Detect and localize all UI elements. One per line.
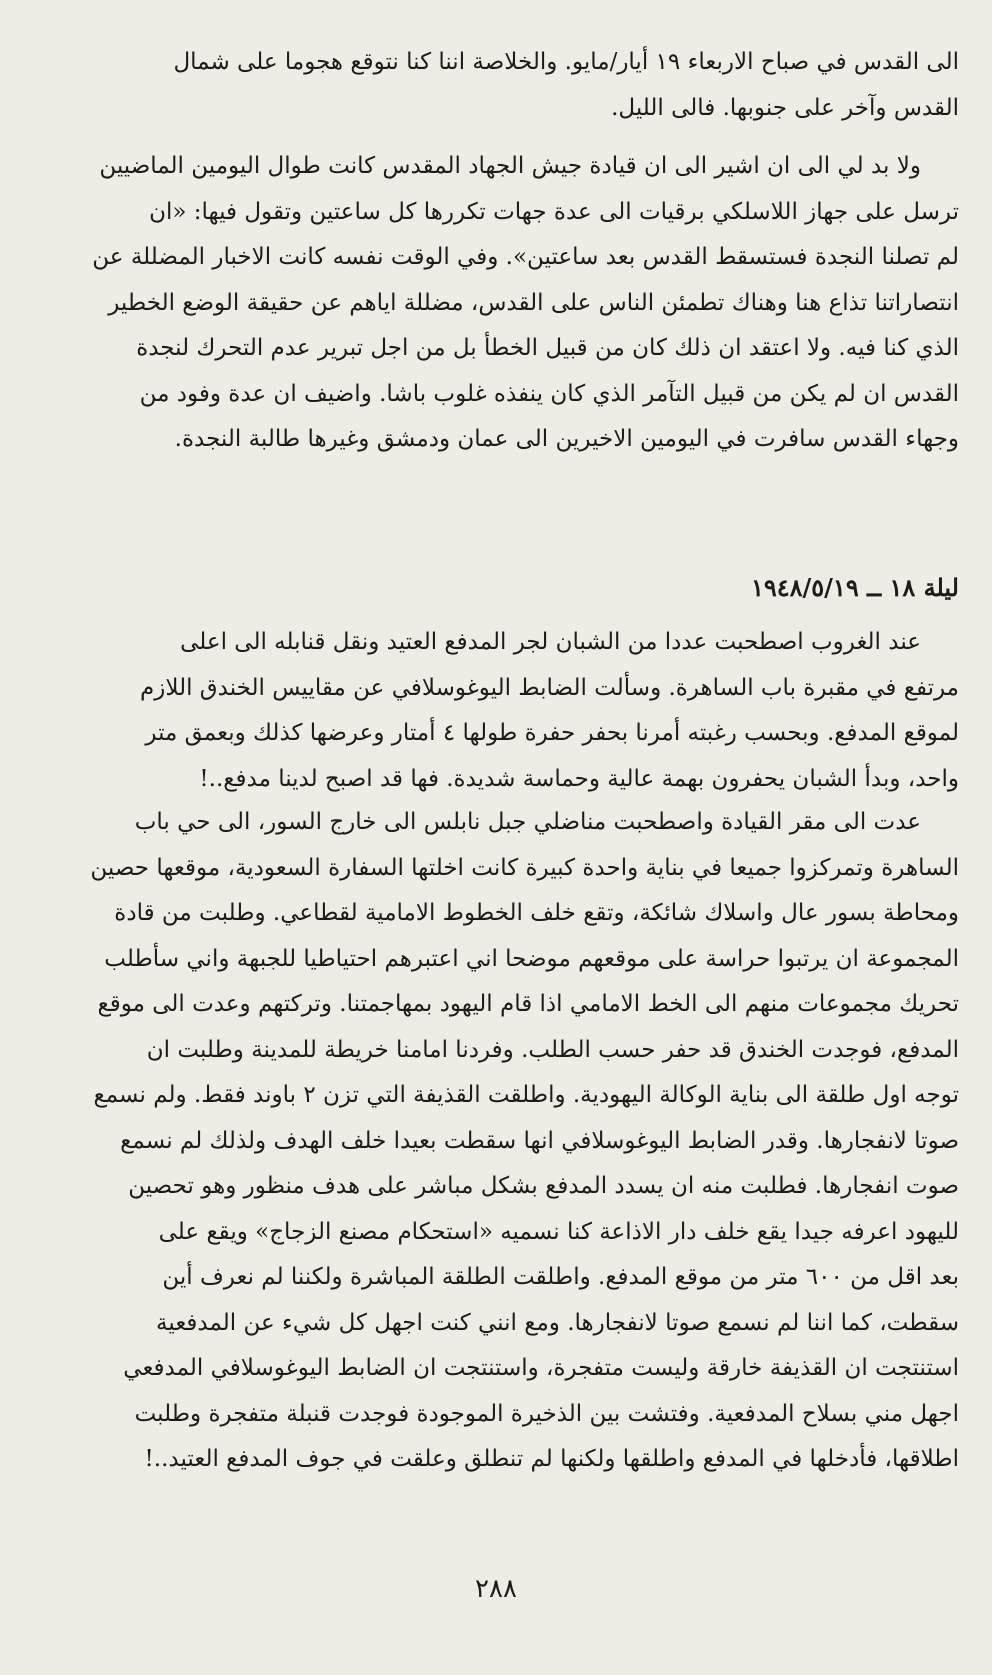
text-line: بعد اقل من ٦٠٠ متر من موقع المدفع. واطلقت الطلقة المباشرة ولكننا لم نعرف أين <box>162 1264 959 1290</box>
text-line: صوتا لانفجارها. وقدر الضابط اليوغوسلافي انها سقطت بعيدا خلف الهدف ولذلك لم نسمع <box>120 1127 959 1154</box>
text-line: لموقع المدفع. وبحسب رغبته أمرنا بحفر حفرة طولها ٤ أمتار وعرضها كذلك وبعمق متر <box>145 720 959 746</box>
paragraph-continuation <box>30 40 959 131</box>
paragraph-cannon <box>30 800 959 1483</box>
text-line: المجموعة ان يرتبوا حراسة على موقعهم موضحا اني اعتبرهم احتياطيا للجبهة واني سأطلب <box>104 945 959 972</box>
text-line: عند الغروب اصطحبت عددا من الشبان لجر المدفع العتيد ونقل قنابله الى اعلى <box>180 629 921 655</box>
section-heading: ليلة ١٨ ــ ١٩٤٨/٥/١٩ <box>750 573 959 602</box>
text-line: استنتجت ان القذيفة خارقة وليست متفجرة، واستنتجت ان الضابط اليوغوسلافي المدفعي <box>123 1355 959 1381</box>
text-line: الساهرة وتمركزوا جميعا في بناية واحدة كبيرة كانت اخلتها السفارة السعودية، موقعها حصين <box>90 854 959 881</box>
text-line: القدس وآخر على جنوبها. فالى الليل. <box>611 94 959 121</box>
text-line: اجهل مني بسلاح المدفعية. وفتشت بين الذخيرة الموجودة فوجدت قنبلة متفجرة وطلبت <box>134 1400 959 1427</box>
text-line: وجهاء القدس سافرت في اليومين الاخيرين الى عمان ودمشق وغيرها طالبة النجدة. <box>174 426 959 452</box>
text-line: مرتفع في مقبرة باب الساهرة. وسألت الضابط اليوغوسلافي عن مقاييس الخندق اللازم <box>140 674 959 701</box>
text-line: ولا بد لي الى ان اشير الى ان قيادة جيش الجهاد المقدس كانت طوال اليومين الماضيين <box>99 153 921 179</box>
text-line: صوت انفجارها. فطلبت منه ان يسدد المدفع بشكل مباشر على هدف منظور وهو تحصين <box>128 1173 959 1199</box>
text-line: لليهود اعرفه جيدا يقع خلف دار الاذاعة كنا نسميه «استحكام مصنع الزجاج» ويقع على <box>158 1218 959 1245</box>
text-line: القدس ان لم يكن من قبيل التآمر الذي كان ينفذه غلوب باشا. واضيف ان عدة وفود من <box>139 380 959 407</box>
text-line: عدت الى مقر القيادة واصطحبت مناضلي جبل نابلس الى خارج السور، الى حي باب <box>134 809 921 835</box>
paragraph-sunset <box>30 620 959 802</box>
text-line: واحد، وبدأ الشبان يحفرون بهمة عالية وحماسة شديدة. فها قد اصبح لدينا مدفع..! <box>199 765 959 792</box>
text-line: انتصاراتنا تذاع هنا وهناك تطمئن الناس على القدس، مضللة اياهم عن حقيقة الوضع الخطير <box>108 289 959 316</box>
text-line: المدفع، فوجدت الخندق قد حفر حسب الطلب. وفردنا امامنا خريطة للمدينة وطلبت ان <box>146 1036 959 1063</box>
paragraph-radio-messages <box>30 144 959 463</box>
text-line: تحريك مجموعات منهم الى الخط الامامي اذا قام اليهود بمهاجمتنا. وتركتهم وعدت الى موقع <box>97 991 959 1017</box>
text-line: اطلاقها، فأدخلها في المدفع واطلقها ولكنها لم تنطلق وعلقت في جوف المدفع العتيد..! <box>144 1446 959 1472</box>
text-line: ومحاطة بسور عال واسلاك شائكة، وتقع خلف الخطوط الامامية لقطاعي. وطلبت من قادة <box>114 900 959 926</box>
text-line: الى القدس في صباح الاربعاء ١٩ أيار/مايو. والخلاصة اننا كنا نتوقع هجوما على شمال <box>173 49 959 75</box>
text-line: توجه اول طلقة الى بناية الوكالة اليهودية. واطلقت القذيفة التي تزن ٢ باوند فقط. ولم نسمع <box>93 1082 959 1108</box>
text-line: الذي كنا فيه. ولا اعتقد ان ذلك كان من قبيل الخطأ بل من اجل تبرير عدم التحرك لنجدة <box>136 335 959 361</box>
page-number: ٢٨٨ <box>475 1574 517 1604</box>
text-line: لم تصلنا النجدة فستسقط القدس بعد ساعتين». وفي الوقت نفسه كانت الاخبار المضللة عن <box>92 244 959 270</box>
text-line: ترسل على جهاز اللاسلكي برقيات الى عدة جهات تكررها كل ساعتين وتقول فيها: «ان <box>149 198 959 225</box>
text-line: سقطت، كما اننا لم نسمع صوتا لانفجارها. ومع انني كنت اجهل كل شيء عن المدفعية <box>156 1309 959 1336</box>
